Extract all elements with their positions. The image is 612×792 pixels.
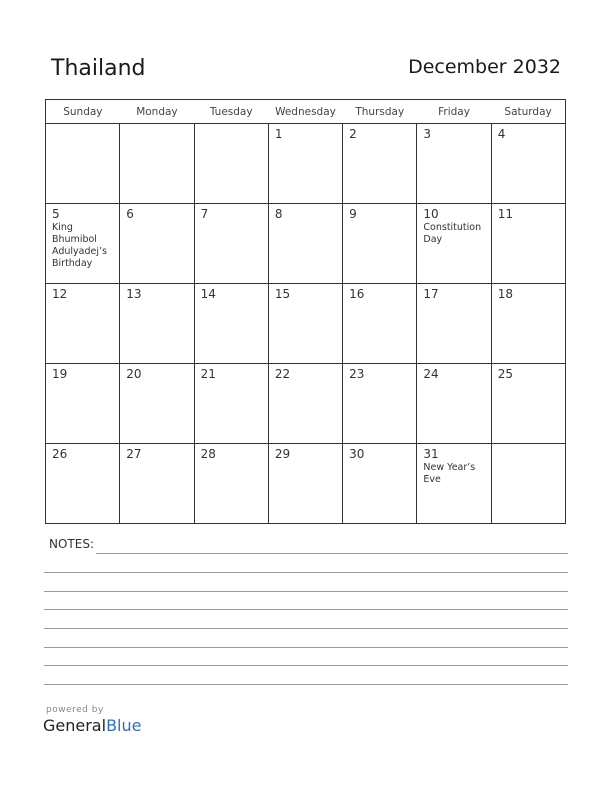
weekday-header: Sunday xyxy=(46,100,120,124)
notes-line xyxy=(44,591,568,592)
calendar-day-cell xyxy=(268,364,342,444)
day-number: 18 xyxy=(497,287,513,301)
weekday-header: Saturday xyxy=(491,100,565,124)
day-number: 28 xyxy=(200,447,216,461)
calendar-day-cell xyxy=(343,364,417,444)
calendar-day-cell xyxy=(343,284,417,364)
day-number: 15 xyxy=(274,287,291,301)
calendar-day-cell xyxy=(417,204,491,284)
weekday-header: Thursday xyxy=(343,100,417,124)
weekday-header: Wednesday xyxy=(268,100,342,124)
calendar-day-cell xyxy=(417,444,491,524)
notes-line xyxy=(44,665,568,666)
notes-label: NOTES: xyxy=(49,537,94,551)
notes-line xyxy=(96,553,568,554)
day-number: 16 xyxy=(349,287,365,301)
notes-line xyxy=(44,572,568,573)
brand-name-part2: Blue xyxy=(106,716,142,735)
day-number: 26 xyxy=(52,447,68,461)
calendar-day-cell xyxy=(417,124,491,204)
day-number: 30 xyxy=(349,447,365,461)
calendar-day-cell xyxy=(46,204,120,284)
calendar-day-cell xyxy=(491,284,565,364)
weekday-header: Friday xyxy=(417,100,491,124)
calendar-day-cell xyxy=(46,444,120,524)
day-number: 5 xyxy=(52,207,60,221)
calendar-day-cell xyxy=(194,204,268,284)
day-number: 4 xyxy=(497,127,506,141)
day-number: 27 xyxy=(126,447,142,461)
day-number: 25 xyxy=(497,367,513,381)
brand-logo xyxy=(43,716,141,735)
day-number: 20 xyxy=(126,367,142,381)
powered-by-text: powered by xyxy=(46,705,104,715)
day-number: 9 xyxy=(349,207,357,221)
calendar-day-cell xyxy=(194,444,268,524)
calendar-week-row xyxy=(46,444,566,524)
notes-line xyxy=(44,628,568,629)
calendar-day-cell xyxy=(491,444,565,524)
calendar-day-cell xyxy=(194,124,268,204)
calendar-week-row xyxy=(46,124,566,204)
holiday-label: King Bhumibol Adulyadej’s Birthday xyxy=(52,222,107,269)
calendar-day-cell xyxy=(46,364,120,444)
calendar-day-cell xyxy=(120,284,194,364)
day-number: 24 xyxy=(423,367,439,381)
weekday-header: Tuesday xyxy=(194,100,268,124)
calendar-day-cell xyxy=(46,284,120,364)
calendar-day-cell xyxy=(491,204,565,284)
day-number: 2 xyxy=(349,127,357,141)
calendar-day-cell xyxy=(417,364,491,444)
day-number: 1 xyxy=(274,127,283,141)
calendar-day-cell xyxy=(417,284,491,364)
calendar-day-cell xyxy=(491,364,565,444)
calendar-day-cell xyxy=(268,444,342,524)
day-number: 11 xyxy=(497,207,513,221)
calendar-week-row xyxy=(46,364,566,444)
calendar-day-cell xyxy=(120,364,194,444)
notes-line xyxy=(44,609,568,610)
calendar-day-cell xyxy=(120,444,194,524)
calendar-day-cell xyxy=(268,204,342,284)
day-number: 19 xyxy=(52,367,68,381)
calendar-day-cell xyxy=(46,124,120,204)
day-number: 23 xyxy=(349,367,365,381)
brand-name-part1: General xyxy=(43,716,107,735)
calendar-day-cell xyxy=(491,124,565,204)
calendar-day-cell xyxy=(120,124,194,204)
day-number: 8 xyxy=(274,207,283,221)
day-number: 17 xyxy=(423,287,439,301)
day-number: 7 xyxy=(200,207,209,221)
day-number: 3 xyxy=(423,127,432,141)
calendar-day-cell xyxy=(268,284,342,364)
calendar-day-cell xyxy=(194,284,268,364)
notes-line xyxy=(44,647,568,648)
day-number: 14 xyxy=(200,287,216,301)
calendar-day-cell xyxy=(194,364,268,444)
weekday-header: Monday xyxy=(120,100,194,124)
calendar-day-cell xyxy=(343,124,417,204)
day-number: 12 xyxy=(52,287,68,301)
day-number: 6 xyxy=(126,207,134,221)
country-title: Thailand xyxy=(51,56,146,81)
day-number: 22 xyxy=(274,367,291,381)
calendar-week-row xyxy=(46,204,566,284)
day-number: 31 xyxy=(423,447,439,461)
calendar-day-cell xyxy=(120,204,194,284)
calendar-day-cell xyxy=(343,204,417,284)
day-number: 21 xyxy=(200,367,216,381)
calendar-week-row xyxy=(46,284,566,364)
holiday-label: New Year’s Eve xyxy=(423,462,476,485)
holiday-label: Constitution Day xyxy=(423,222,482,245)
notes-line xyxy=(44,684,568,685)
weekday-header-row xyxy=(46,100,566,124)
day-number: 10 xyxy=(423,207,439,221)
calendar-day-cell xyxy=(343,444,417,524)
calendar-grid xyxy=(45,99,566,524)
month-year-title: December 2032 xyxy=(408,56,561,78)
day-number: 13 xyxy=(126,287,142,301)
day-number: 29 xyxy=(274,447,291,461)
calendar-day-cell xyxy=(268,124,342,204)
